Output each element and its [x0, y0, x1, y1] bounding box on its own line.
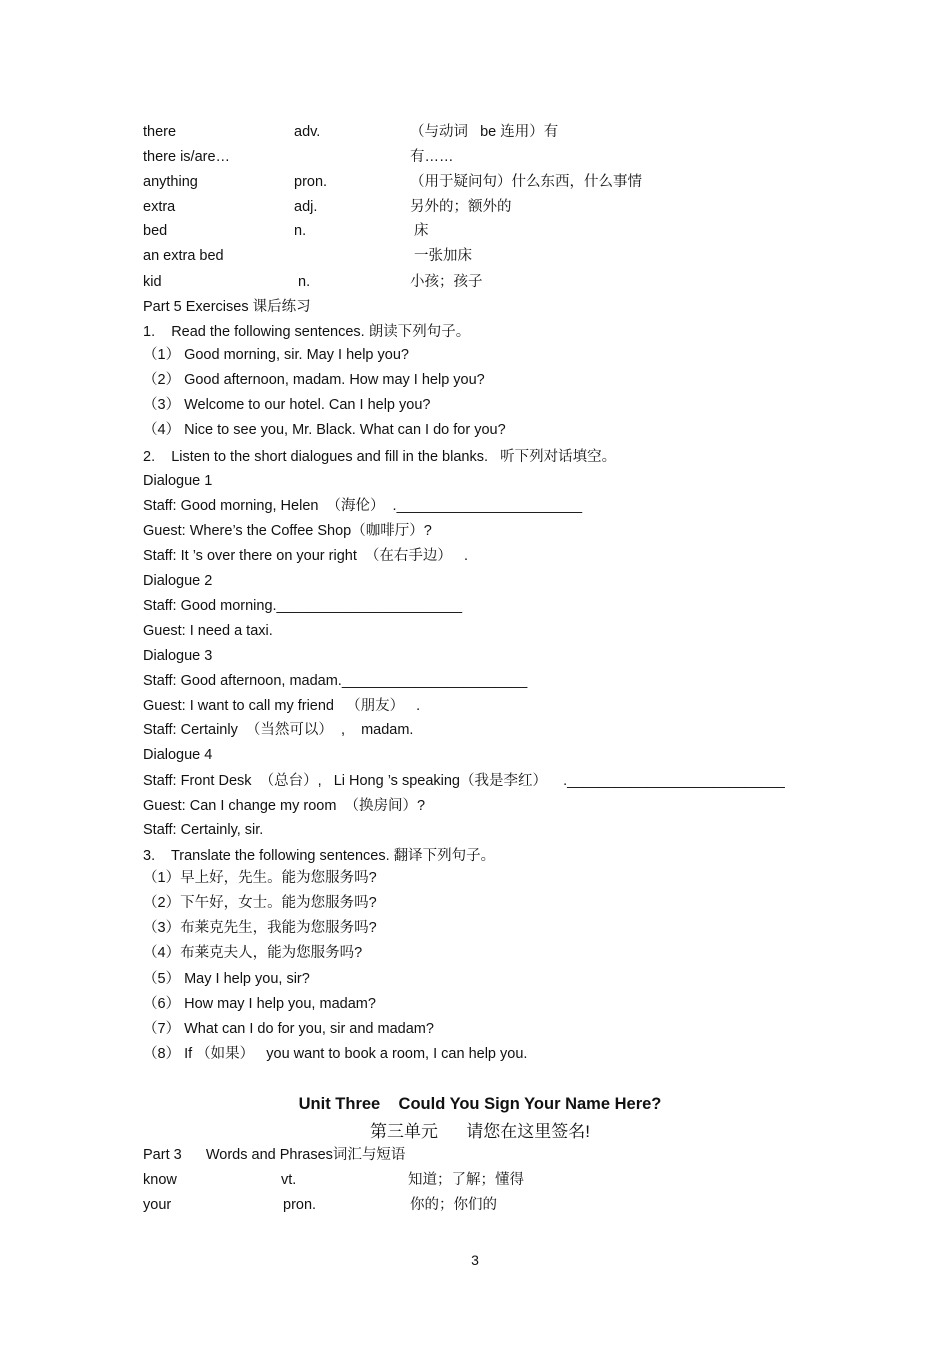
- vocab-meaning: 知道；了解；懂得: [408, 1172, 524, 1188]
- dialogue-line: Guest: I want to call my friend （朋友） .: [143, 698, 421, 714]
- vocab-pos: vt.: [281, 1172, 297, 1188]
- unit-subtitle: 第三单元 请您在这里签名!: [369, 1122, 591, 1141]
- exercise-instruction: 1. Read the following sentences. 朗读下列句子。: [143, 324, 471, 340]
- vocab-meaning: 你的；你们的: [410, 1197, 497, 1213]
- exercise-instruction: 3. Translate the following sentences. 翻译下列句子。: [143, 848, 496, 864]
- exercise-item: （5） May I help you, sir?: [143, 971, 310, 987]
- exercise-instruction: 2. Listen to the short dialogues and fill in the blanks. 听下列对话填空。: [143, 449, 617, 465]
- vocab-row: [143, 273, 843, 293]
- dialogue-line: Staff: It ’s over there on your right （在右手边） .: [143, 548, 469, 564]
- vocab-row: [143, 247, 843, 267]
- exercise-item: （2） Good afternoon, madam. How may I help you?: [143, 372, 485, 388]
- section-heading: Part 5 Exercises 课后练习: [143, 299, 311, 315]
- vocab-row: [143, 222, 843, 242]
- vocab-word: there: [143, 124, 177, 140]
- dialogue-line: Guest: Where’s the Coffee Shop（咖啡厅）?: [143, 523, 432, 539]
- vocab-meaning: （用于疑问句）什么东西，什么事情: [410, 174, 642, 190]
- vocab-word: know: [143, 1172, 177, 1188]
- vocab-meaning: 床: [410, 223, 429, 239]
- exercise-item: （4）布莱克夫人，能为您服务吗?: [143, 945, 363, 961]
- vocab-meaning: 另外的；额外的: [410, 199, 512, 215]
- vocab-row: [143, 148, 843, 168]
- vocab-word: there is/are…: [143, 149, 231, 165]
- vocab-meaning: 小孩；孩子: [410, 274, 483, 290]
- vocab-pos: pron.: [294, 174, 328, 190]
- dialogue-line: Staff: Certainly （当然可以） , madam.: [143, 722, 414, 738]
- dialogue-heading: Dialogue 2: [143, 573, 213, 589]
- vocab-row: [143, 1196, 843, 1216]
- exercise-item: （1）早上好，先生。能为您服务吗?: [143, 870, 377, 886]
- dialogue-heading: Dialogue 1: [143, 473, 213, 489]
- dialogue-line: Staff: Good morning._______________________: [143, 598, 463, 614]
- vocab-pos: n.: [294, 223, 307, 239]
- unit-title: Unit Three Could You Sign Your Name Here?: [298, 1095, 662, 1113]
- dialogue-line: Staff: Good afternoon, madam._______________________: [143, 673, 528, 689]
- vocab-word: an extra bed: [143, 248, 224, 264]
- vocab-meaning: 一张加床: [410, 248, 473, 264]
- exercise-item: （2）下午好，女士。能为您服务吗?: [143, 895, 377, 911]
- dialogue-line: Staff: Certainly, sir.: [143, 822, 264, 838]
- exercise-item: （3） Welcome to our hotel. Can I help you?: [143, 397, 431, 413]
- exercise-item: （1） Good morning, sir. May I help you?: [143, 347, 409, 363]
- dialogue-line: Staff: Good morning, Helen （海伦） ._______________________: [143, 498, 583, 514]
- vocab-word: anything: [143, 174, 198, 190]
- vocab-word: bed: [143, 223, 168, 239]
- vocab-word: extra: [143, 199, 176, 215]
- dialogue-heading: Dialogue 4: [143, 747, 213, 763]
- page-number: 3: [471, 1252, 479, 1268]
- section-heading: Part 3 Words and Phrases词汇与短语: [143, 1147, 406, 1163]
- vocab-meaning: （与动词 be 连用）有: [410, 124, 559, 140]
- vocab-pos: adv.: [294, 124, 321, 140]
- exercise-item: （4） Nice to see you, Mr. Black. What can I do for you?: [143, 422, 506, 438]
- vocab-meaning: 有……: [410, 149, 454, 165]
- vocab-row: [143, 173, 843, 193]
- exercise-item: （6） How may I help you, madam?: [143, 996, 376, 1012]
- dialogue-line: Guest: Can I change my room （换房间）?: [143, 798, 426, 814]
- vocab-row: [143, 1171, 843, 1191]
- dialogue-line: Staff: Front Desk （总台）, Li Hong ’s speaking（我是李红） .___________________________: [143, 773, 785, 789]
- vocab-word: your: [143, 1197, 172, 1213]
- dialogue-heading: Dialogue 3: [143, 648, 213, 664]
- vocab-word: kid: [143, 274, 162, 290]
- exercise-item: （7） What can I do for you, sir and madam?: [143, 1021, 434, 1037]
- vocab-row: [143, 123, 843, 143]
- exercise-item: （3）布莱克先生，我能为您服务吗?: [143, 920, 377, 936]
- vocab-pos: adj.: [294, 199, 318, 215]
- vocab-row: [143, 198, 843, 218]
- vocab-pos: n.: [294, 274, 311, 290]
- exercise-item: （8） If （如果） you want to book a room, I can help you.: [143, 1046, 528, 1062]
- dialogue-line: Guest: I need a taxi.: [143, 623, 273, 639]
- vocab-pos: pron.: [283, 1197, 317, 1213]
